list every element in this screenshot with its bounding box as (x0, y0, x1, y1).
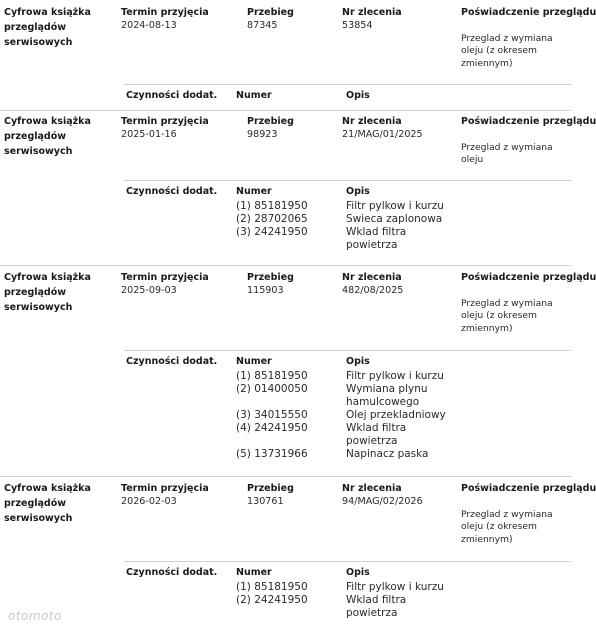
order-label: Nr zlecenia (342, 7, 402, 18)
list-item: (2) 24241950 (236, 594, 308, 606)
list-item: Filtr pylkow i kurzu (346, 581, 444, 593)
list-item: Wklad filtra (346, 226, 407, 238)
number-label: Numer (236, 567, 272, 578)
list-item: (1) 85181950 (236, 581, 308, 593)
number-label: Numer (236, 186, 272, 197)
divider (0, 476, 571, 477)
mileage-label: Przebieg (247, 483, 294, 494)
list-item: Wymiana plynu (346, 383, 428, 395)
mileage-value: 98923 (247, 129, 278, 140)
divider (124, 350, 571, 351)
order-value: 94/MAG/02/2026 (342, 496, 423, 507)
divider (124, 180, 571, 181)
certificate-value: Przeglad z wymiana oleju (z okresem zmiennym) (461, 298, 553, 334)
date-label: Termin przyjęcia (121, 7, 209, 18)
date-value: 2025-09-03 (121, 285, 177, 296)
list-item: (3) 34015550 (236, 409, 308, 421)
book-label: Cyfrowa książka przeglądów serwisowych (4, 272, 91, 313)
date-label: Termin przyjęcia (121, 116, 209, 127)
list-item: (4) 24241950 (236, 422, 308, 434)
list-item: powietrza (346, 435, 398, 447)
part-description-list (346, 200, 444, 252)
list-item: hamulcowego (346, 396, 420, 408)
list-item: (1) 85181950 (236, 370, 308, 382)
part-number-list (236, 581, 308, 620)
list-item: Wklad filtra (346, 422, 407, 434)
description-label: Opis (346, 90, 370, 101)
date-label: Termin przyjęcia (121, 272, 209, 283)
list-item (236, 239, 308, 252)
list-item: (5) 13731966 (236, 448, 308, 460)
list-item: (1) 85181950 (236, 200, 308, 212)
list-item: powietrza (346, 239, 398, 251)
certificate-label: Poświadczenie przeglądu (461, 7, 596, 18)
extra-actions-label: Czynności dodat. (126, 90, 218, 101)
order-value: 482/08/2025 (342, 285, 404, 296)
description-label: Opis (346, 567, 370, 578)
list-item: Olej przekladniowy (346, 409, 446, 421)
list-item (236, 607, 308, 620)
part-number-list (236, 200, 308, 252)
part-description-list (346, 581, 444, 620)
certificate-value: Przeglad z wymiana oleju (z okresem zmiennym) (461, 509, 553, 545)
extra-actions-label: Czynności dodat. (126, 356, 218, 367)
date-value: 2026-02-03 (121, 496, 177, 507)
mileage-label: Przebieg (247, 116, 294, 127)
certificate-label: Poświadczenie przeglądu (461, 116, 596, 127)
date-label: Termin przyjęcia (121, 483, 209, 494)
book-label: Cyfrowa książka przeglądów serwisowych (4, 7, 91, 48)
order-label: Nr zlecenia (342, 483, 402, 494)
list-item: (2) 01400050 (236, 383, 308, 395)
certificate-value: Przeglad z wymiana oleju (461, 142, 553, 166)
order-value: 53854 (342, 20, 373, 31)
mileage-value: 87345 (247, 20, 278, 31)
book-label: Cyfrowa książka przeglądów serwisowych (4, 116, 91, 157)
list-item: (2) 28702065 (236, 213, 308, 225)
list-item (236, 396, 308, 409)
certificate-label: Poświadczenie przeglądu (461, 272, 596, 283)
description-label: Opis (346, 186, 370, 197)
list-item: powietrza (346, 607, 398, 619)
certificate-value: Przeglad z wymiana oleju (z okresem zmiennym) (461, 33, 553, 69)
divider (0, 265, 571, 266)
description-label: Opis (346, 356, 370, 367)
list-item: Swieca zaplonowa (346, 213, 443, 225)
divider (124, 561, 571, 562)
divider (124, 84, 571, 85)
book-label: Cyfrowa książka przeglądów serwisowych (4, 483, 91, 524)
watermark: otomoto (8, 609, 62, 623)
certificate-label: Poświadczenie przeglądu (461, 483, 596, 494)
part-description-list (346, 370, 446, 461)
number-label: Numer (236, 90, 272, 101)
order-label: Nr zlecenia (342, 272, 402, 283)
list-item: Wklad filtra (346, 594, 407, 606)
mileage-label: Przebieg (247, 7, 294, 18)
mileage-value: 130761 (247, 496, 284, 507)
list-item (236, 435, 308, 448)
list-item: Filtr pylkow i kurzu (346, 370, 444, 382)
order-value: 21/MAG/01/2025 (342, 129, 423, 140)
part-number-list (236, 370, 308, 461)
mileage-value: 115903 (247, 285, 284, 296)
list-item: Napinacz paska (346, 448, 429, 460)
date-value: 2025-01-16 (121, 129, 177, 140)
extra-actions-label: Czynności dodat. (126, 186, 218, 197)
list-item: (3) 24241950 (236, 226, 308, 238)
date-value: 2024-08-13 (121, 20, 177, 31)
number-label: Numer (236, 356, 272, 367)
extra-actions-label: Czynności dodat. (126, 567, 218, 578)
mileage-label: Przebieg (247, 272, 294, 283)
list-item: Filtr pylkow i kurzu (346, 200, 444, 212)
order-label: Nr zlecenia (342, 116, 402, 127)
divider (0, 110, 571, 111)
